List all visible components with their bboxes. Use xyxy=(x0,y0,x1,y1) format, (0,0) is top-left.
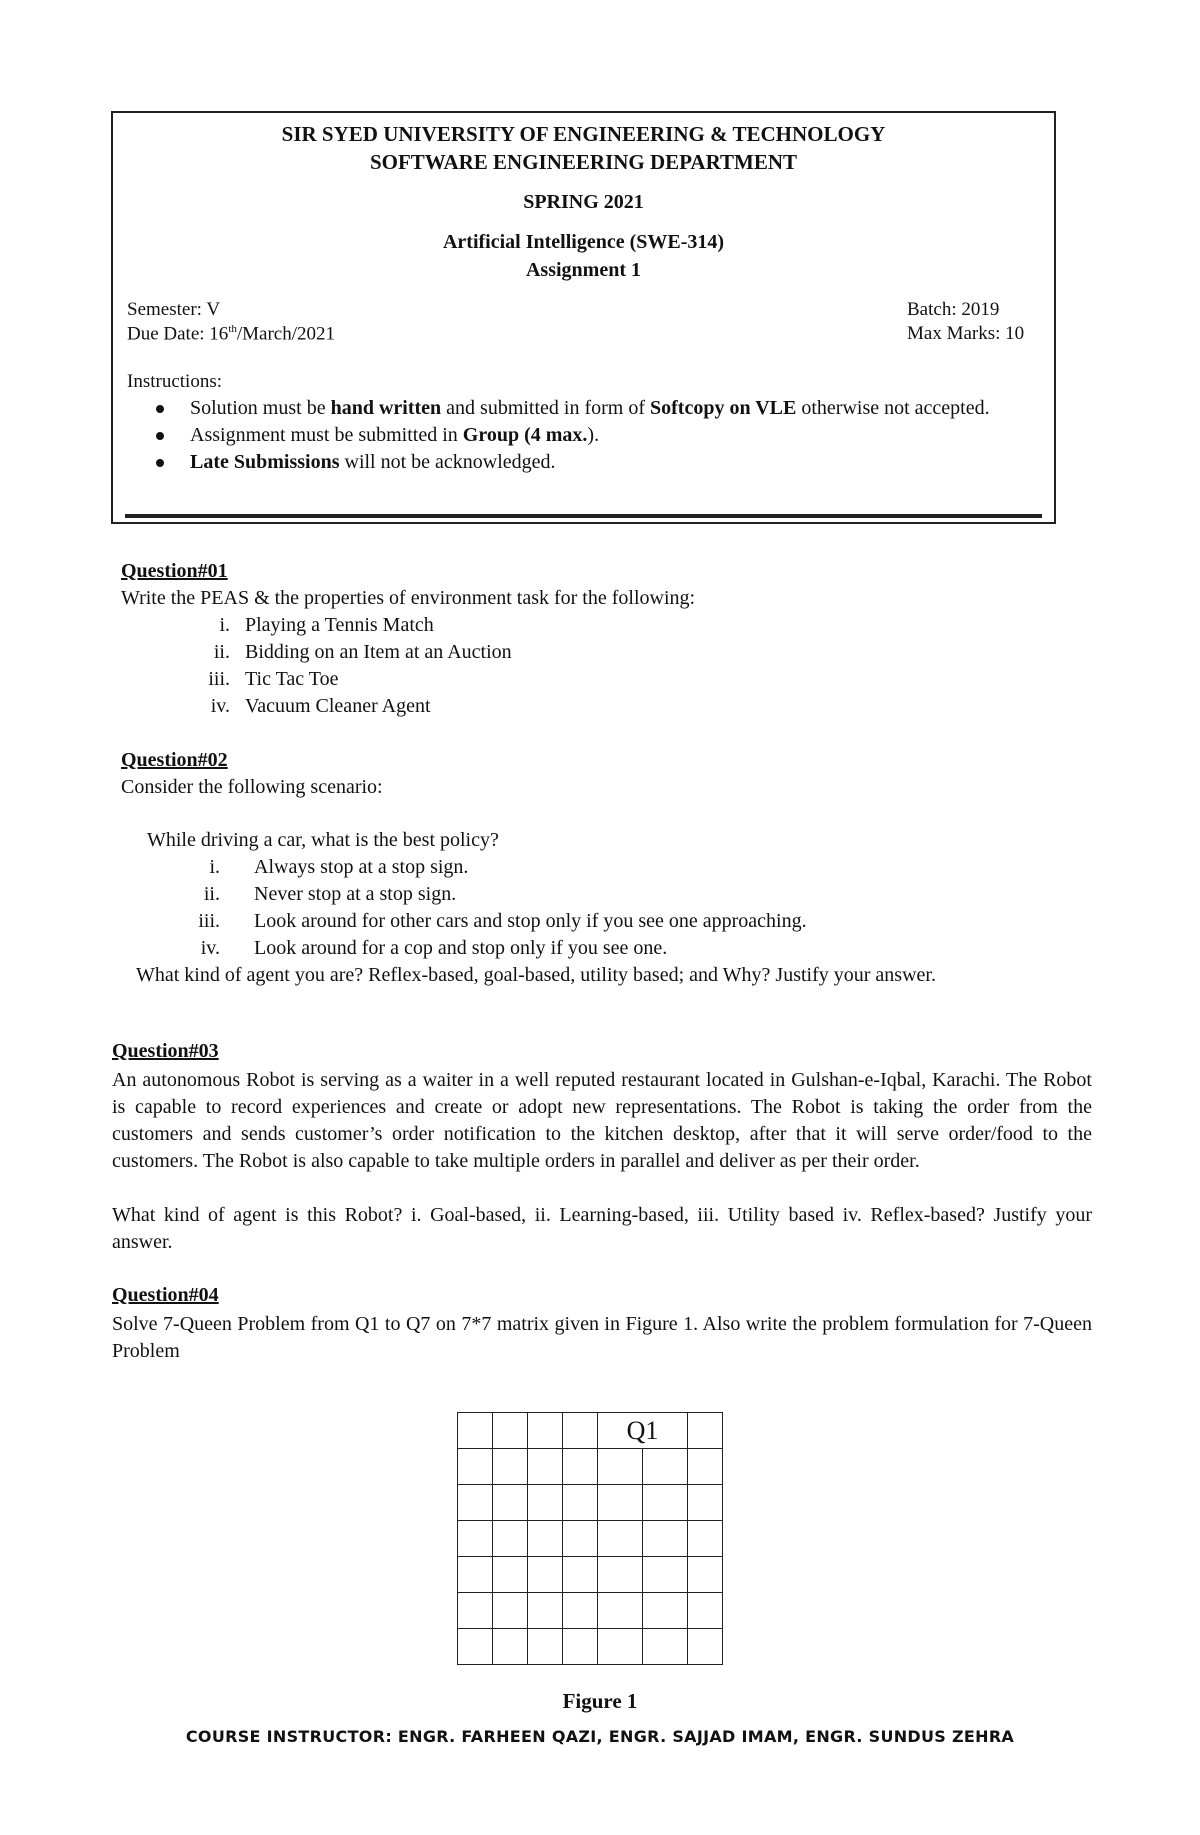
list-number: iv. xyxy=(200,937,220,959)
question-3-body: An autonomous Robot is serving as a waiter in a well reputed restaurant located in Gulshan-e-Iqbal, Karachi. The Robot is capable to record experiences and create or adopt new representations. The Robot is taking the order from the customers and sends customer’s order notification to the kitchen desktop, after that it will serve order/food to the customers. The Robot is also capable to take multiple orders in parallel and deliver as per their order. xyxy=(112,1069,1092,1172)
list-item: Always stop at a stop sign. xyxy=(254,856,469,878)
list-number: ii. xyxy=(213,641,230,663)
list-number: iv. xyxy=(210,695,230,717)
list-item: Tic Tac Toe xyxy=(245,668,339,690)
batch: Batch: 2019 xyxy=(907,299,1000,320)
term: SPRING 2021 xyxy=(523,191,644,213)
queen-cell: Q1 xyxy=(598,1413,688,1449)
instructions-label: Instructions: xyxy=(127,371,222,392)
list-number: i. xyxy=(219,614,230,636)
list-item: Never stop at a stop sign. xyxy=(254,883,457,905)
list-item: Look around for other cars and stop only if you see one approaching. xyxy=(254,910,807,932)
question-3-question: What kind of agent is this Robot? i. Goal-based, ii. Learning-based, iii. Utility based iv. Reflex-based? Justify your answer. xyxy=(112,1204,1092,1253)
list-number: i. xyxy=(209,856,220,878)
question-1-title: Question#01 xyxy=(121,560,228,582)
list-item: Playing a Tennis Match xyxy=(245,614,434,636)
department-name: SOFTWARE ENGINEERING DEPARTMENT xyxy=(369,150,798,174)
list-item: Vacuum Cleaner Agent xyxy=(245,695,431,717)
question-1-prompt: Write the PEAS & the properties of environment task for the following: xyxy=(121,587,696,609)
instructions-list xyxy=(153,395,1033,476)
question-2-title: Question#02 xyxy=(121,749,228,771)
question-3-title: Question#03 xyxy=(112,1040,219,1062)
university-name: SIR SYED UNIVERSITY OF ENGINEERING & TECHNOLOGY xyxy=(281,122,886,146)
queen-board xyxy=(457,1412,723,1665)
list-number: iii. xyxy=(198,910,220,932)
list-item: Look around for a cop and stop only if you see one. xyxy=(254,937,668,959)
semester: Semester: V xyxy=(127,299,221,320)
question-4-body: Solve 7-Queen Problem from Q1 to Q7 on 7*7 matrix given in Figure 1. Also write the problem formulation for 7-Queen Problem xyxy=(112,1313,1092,1362)
instruction-item: Solution must be hand written and submitted in form of Softcopy on VLE otherwise not accepted. xyxy=(153,395,1033,422)
list-item: Bidding on an Item at an Auction xyxy=(245,641,512,663)
list-number: ii. xyxy=(203,883,220,905)
course-title: Artificial Intelligence (SWE-314) xyxy=(442,231,725,253)
figure-caption: Figure 1 xyxy=(562,1689,638,1713)
max-marks: Max Marks: 10 xyxy=(907,323,1025,344)
header-box xyxy=(111,111,1056,524)
divider xyxy=(125,514,1042,518)
board-grid xyxy=(457,1412,723,1665)
instruction-item: Assignment must be submitted in Group (4 max.). xyxy=(153,422,1033,449)
list-number: iii. xyxy=(208,668,230,690)
due-date: Due Date: 16th/March/2021 xyxy=(127,323,336,345)
question-4-title: Question#04 xyxy=(112,1284,219,1306)
footer-instructors: COURSE INSTRUCTOR: ENGR. FARHEEN QAZI, ENGR. SAJJAD IMAM, ENGR. SUNDUS ZEHRA xyxy=(185,1727,1015,1746)
question-2-question: What kind of agent you are? Reflex-based, goal-based, utility based; and Why? Justify your answer. xyxy=(136,964,936,986)
question-2-scenario: While driving a car, what is the best policy? xyxy=(147,829,499,851)
question-2-prompt: Consider the following scenario: xyxy=(121,776,383,798)
instruction-item: Late Submissions will not be acknowledged. xyxy=(153,449,1033,476)
assignment-title: Assignment 1 xyxy=(525,259,641,281)
